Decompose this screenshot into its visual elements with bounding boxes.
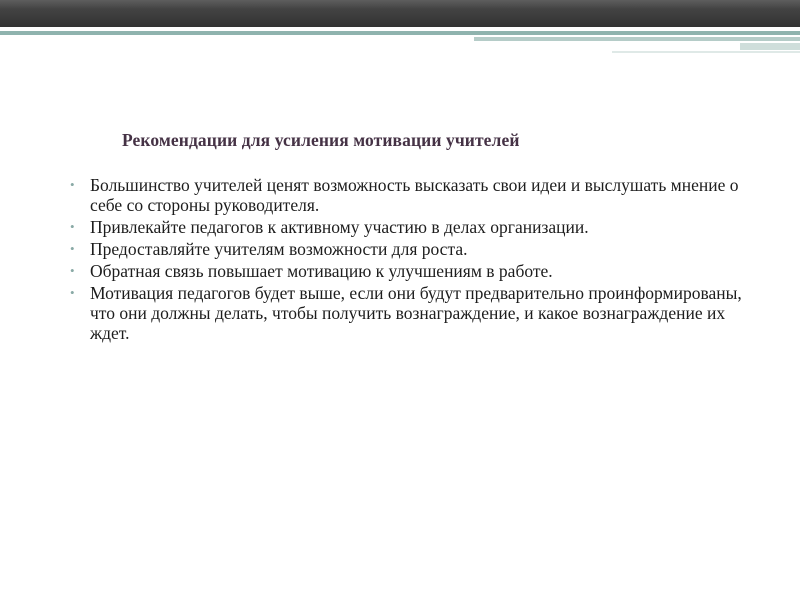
bullet-text: Привлекайте педагогов к активному участию в делах организации. bbox=[90, 217, 589, 237]
bullet-item bbox=[66, 261, 746, 281]
bullet-text: Большинство учителей ценят возможность высказать свои идеи и выслушать мнение о себе со стороны руководителя. bbox=[90, 175, 739, 215]
bullet-item bbox=[66, 175, 746, 215]
slide-content bbox=[66, 130, 746, 345]
slide-title: Рекомендации для усиления мотивации учителей bbox=[122, 130, 520, 150]
bullet-icon: • bbox=[70, 285, 75, 300]
accent-stripe-secondary bbox=[474, 37, 800, 41]
bullet-item bbox=[66, 283, 746, 343]
bullet-icon: • bbox=[70, 263, 75, 278]
bullet-item bbox=[66, 217, 746, 237]
bullet-text: Обратная связь повышает мотивацию к улучшениям в работе. bbox=[90, 261, 553, 281]
bullet-text: Предоставляйте учителям возможности для роста. bbox=[90, 239, 468, 259]
bullet-text: Мотивация педагогов будет выше, если они будут предварительно проинформированы, что они должны делать, чтобы получить вознаграждение, и какое вознаграждение их ждет. bbox=[90, 283, 742, 343]
accent-tab-underline bbox=[612, 51, 800, 53]
bullet-list bbox=[66, 175, 746, 343]
accent-stripe bbox=[0, 31, 800, 35]
bullet-item bbox=[66, 239, 746, 259]
header-bar bbox=[0, 0, 800, 27]
bullet-icon: • bbox=[70, 241, 75, 256]
header-bar-shine bbox=[0, 0, 800, 9]
accent-tab bbox=[740, 43, 800, 50]
bullet-icon: • bbox=[70, 177, 75, 192]
bullet-icon: • bbox=[70, 219, 75, 234]
